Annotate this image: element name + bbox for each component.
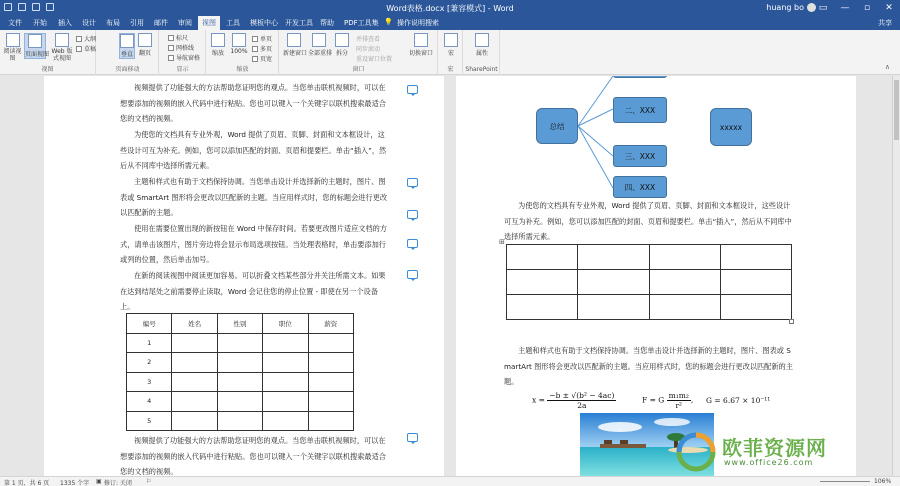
- table-header-cell[interactable]: 性别: [217, 314, 262, 334]
- new-window-button[interactable]: 新建窗口: [283, 33, 305, 57]
- table-cell[interactable]: 1: [127, 333, 172, 353]
- tab-review[interactable]: 审阅: [178, 19, 192, 27]
- table-cell[interactable]: [720, 270, 791, 295]
- mindmap-branch-node[interactable]: 二、XXX: [613, 97, 667, 123]
- sharepoint-group: [464, 30, 500, 75]
- zoom-100-button[interactable]: 100%: [230, 33, 248, 55]
- restore-button[interactable]: ▫: [863, 3, 871, 13]
- gravity-denominator: r²: [675, 401, 683, 410]
- ribbon-tabs: [0, 16, 900, 30]
- vertical-button[interactable]: 垂直: [119, 33, 135, 59]
- quadratic-denominator: 2a: [577, 401, 587, 410]
- table-row: [127, 411, 354, 431]
- table-cell[interactable]: [308, 372, 353, 392]
- right-page: [456, 76, 856, 476]
- tab-tools[interactable]: 工具: [226, 19, 240, 27]
- tab-file[interactable]: 文件: [8, 19, 22, 27]
- table-cell[interactable]: [649, 295, 720, 320]
- tell-me-search[interactable]: 操作说明搜索: [397, 19, 439, 27]
- table-cell[interactable]: [308, 353, 353, 373]
- tab-mailings[interactable]: 邮件: [154, 19, 168, 27]
- one-page-icon: [252, 36, 258, 42]
- window-group: [280, 30, 438, 75]
- table-header-cell[interactable]: 编号: [127, 314, 172, 334]
- share-button[interactable]: 共享: [878, 19, 892, 27]
- collapse-ribbon-icon[interactable]: ∧: [884, 63, 890, 71]
- watermark-url: www.office26.com: [724, 458, 814, 467]
- page-width-button[interactable]: 页宽: [252, 54, 272, 63]
- close-button[interactable]: ✕: [885, 3, 893, 13]
- table-cell[interactable]: [217, 353, 262, 373]
- comment-icon[interactable]: [407, 85, 418, 94]
- table-move-handle-icon[interactable]: ⊞: [499, 238, 505, 246]
- quadratic-numerator: −b ± √(b² − 4ac): [549, 391, 615, 400]
- tab-developer[interactable]: 开发工具: [285, 19, 313, 27]
- side-to-side-icon: [138, 33, 152, 47]
- show-group-label: 显示: [176, 66, 189, 73]
- right-paragraph-1[interactable]: 为使您的文档具有专业外观，Word 提供了页眉、页脚、封面和文本框设计，这些设计可互为补充。例如，您可以添加匹配的封面、页眉和提要栏。单击“插入”，然后从不同库中选择所需元素。: [504, 201, 792, 241]
- title-bar: [0, 0, 900, 16]
- tab-help[interactable]: 帮助: [320, 19, 334, 27]
- zoom-group-label: 缩放: [236, 66, 249, 73]
- macros-icon: [444, 33, 458, 47]
- left-paragraph-4[interactable]: 使用在需要位置出现的新按钮在 Word 中保存时间。若要更改图片适应文档的方式，请单击该图片，图片旁边将会显示布局选项按钮。当处理表格时，单击要添加行或列的位置，然后单击加号。: [120, 224, 388, 264]
- table-cell[interactable]: 3: [127, 372, 172, 392]
- zoom-100-icon: [232, 33, 246, 47]
- table-cell[interactable]: 2: [127, 353, 172, 373]
- table-cell[interactable]: [172, 411, 217, 431]
- table-row: [127, 392, 354, 412]
- lightbulb-icon: 💡: [384, 18, 393, 26]
- properties-button[interactable]: 属性: [473, 33, 491, 57]
- window-controls: [812, 0, 900, 16]
- web-layout-icon: [55, 33, 69, 47]
- quadratic-formula[interactable]: x = $\frac{\text{−b ± √(b² − 4ac)}}{2a}$: [532, 391, 615, 410]
- left-page: [44, 76, 444, 476]
- macro-group: [439, 30, 463, 75]
- vertical-scrollbar[interactable]: [892, 76, 900, 476]
- table-row: [127, 372, 354, 392]
- table-row: [507, 295, 792, 320]
- table-resize-handle[interactable]: [789, 319, 794, 324]
- tab-template-center[interactable]: 模板中心: [250, 19, 278, 27]
- right-paragraph-2[interactable]: 主题和样式也有助于文档保持协调。当您单击设计并选择新的主题时，图片、图表或 SmartArt 图形将会更改以匹配新的主题。当应用样式时，您的标题会进行更改以匹配新的主题。: [504, 346, 793, 386]
- tab-insert[interactable]: 插入: [58, 19, 72, 27]
- tab-home[interactable]: 开始: [33, 19, 47, 27]
- page-move-group-label: 页面移动: [115, 66, 140, 73]
- page-count[interactable]: 第 1 页，共 6 页: [4, 480, 50, 486]
- table-cell[interactable]: [263, 411, 308, 431]
- table-cell[interactable]: [172, 392, 217, 412]
- table-cell[interactable]: [578, 245, 649, 270]
- split-icon: [335, 33, 349, 47]
- table-cell[interactable]: [649, 245, 720, 270]
- tab-references[interactable]: 引用: [130, 19, 144, 27]
- comment-icon[interactable]: [407, 433, 418, 442]
- mindmap-branch-node[interactable]: 四、XXX: [613, 176, 667, 198]
- arrange-all-button[interactable]: 全部重排: [308, 33, 330, 57]
- print-layout-button[interactable]: 页面视图: [24, 33, 46, 59]
- gridlines-checkbox[interactable]: 网格线: [168, 43, 194, 52]
- view-group-label: 视图: [41, 66, 54, 73]
- left-paragraph-1[interactable]: 视频提供了功能强大的方法帮助您证明您的观点。当您单击联机视频时，可以在想要添加的视频的嵌入代码中进行粘贴。您也可以键入一个关键字以联机搜索最适合您的文档的视频。: [120, 83, 386, 123]
- read-mode-button[interactable]: 阅读视图: [3, 33, 22, 62]
- table-cell[interactable]: [172, 353, 217, 373]
- zoom-button[interactable]: 缩放: [210, 33, 226, 57]
- comment-icon[interactable]: [407, 210, 418, 219]
- table-cell[interactable]: [720, 295, 791, 320]
- left-paragraph-2[interactable]: 为使您的文档具有专业外观，Word 提供了页眉、页脚、封面和文本框设计，这些设计可互为补充。例如，您可以添加匹配的封面、页眉和提要栏。单击“插入”，然后从不同库中选择所需元素。: [120, 130, 387, 170]
- outline-button[interactable]: 大纲: [76, 34, 96, 43]
- table-cell[interactable]: [507, 270, 578, 295]
- web-layout-button[interactable]: Web 版式视图: [49, 33, 75, 62]
- comment-icon[interactable]: [407, 270, 418, 279]
- empty-table[interactable]: [506, 244, 792, 320]
- watermark-text: 欧菲资源网: [722, 436, 827, 460]
- nav-pane-checkbox[interactable]: 导航窗格: [168, 53, 200, 62]
- tab-design[interactable]: 设计: [82, 19, 96, 27]
- outline-icon: [76, 36, 82, 42]
- window-group-label: 窗口: [352, 66, 365, 73]
- track-changes-status[interactable]: 修订: 关闭: [104, 480, 132, 486]
- table-cell[interactable]: 5: [127, 411, 172, 431]
- table-cell[interactable]: 4: [127, 392, 172, 412]
- draft-button[interactable]: 草稿: [76, 44, 96, 53]
- split-button[interactable]: 拆分: [334, 33, 350, 57]
- multi-page-button[interactable]: 多页: [252, 44, 272, 53]
- zoom-level[interactable]: 106%: [874, 478, 892, 485]
- table-cell[interactable]: [720, 245, 791, 270]
- table-cell[interactable]: [308, 411, 353, 431]
- table-row: [507, 245, 792, 270]
- table-cell[interactable]: [263, 333, 308, 353]
- vertical-icon: [120, 34, 134, 48]
- side-to-side-button[interactable]: 翻页: [137, 33, 153, 57]
- document-title: Word表格.docx [兼容模式] - Word: [386, 4, 514, 13]
- accessibility-icon[interactable]: ⚐: [146, 478, 152, 485]
- table-cell[interactable]: [578, 295, 649, 320]
- minimize-button[interactable]: —: [840, 3, 850, 13]
- zoom-slider[interactable]: [820, 481, 870, 482]
- macro-group-label: 宏: [447, 66, 454, 73]
- table-cell[interactable]: [507, 295, 578, 320]
- table-cell[interactable]: [263, 392, 308, 412]
- table-cell[interactable]: [217, 411, 262, 431]
- sync-scroll-button[interactable]: 同步滚动: [356, 46, 381, 53]
- new-window-icon: [287, 33, 301, 47]
- multi-page-icon: [252, 46, 258, 52]
- comment-icon[interactable]: [407, 239, 418, 248]
- table-cell[interactable]: [507, 245, 578, 270]
- mindmap-branch-node[interactable]: 三、XXX: [613, 145, 667, 167]
- reset-window-position-button[interactable]: 重设窗口位置: [356, 56, 393, 63]
- tab-view[interactable]: 视图: [198, 16, 220, 30]
- table-cell[interactable]: [217, 392, 262, 412]
- table-row: [127, 333, 354, 353]
- switch-window-icon: [414, 33, 428, 47]
- table-header-cell[interactable]: 姓名: [172, 314, 217, 334]
- table-cell[interactable]: [217, 333, 262, 353]
- mindmap-summary-node[interactable]: 总结: [536, 108, 578, 144]
- proofing-icon[interactable]: ▣: [96, 478, 102, 485]
- read-mode-icon: [6, 33, 20, 47]
- magnifier-icon: [211, 33, 225, 47]
- gravity-numerator: m₁m₂: [668, 391, 689, 400]
- table-cell[interactable]: [172, 333, 217, 353]
- page-move-group: [97, 30, 159, 75]
- gravity-constant[interactable]: G = 6.67 × 10⁻¹¹: [706, 396, 771, 405]
- show-group: [160, 30, 206, 75]
- draft-icon: [76, 46, 82, 52]
- user-name[interactable]: huang bo: [766, 3, 804, 12]
- gravity-formula[interactable]: F = G $\frac{\text{m₁m₂}}{\text{r²}}$ ,: [642, 391, 694, 410]
- employee-table[interactable]: [126, 313, 354, 431]
- page-width-icon: [252, 56, 258, 62]
- ribbon: [0, 30, 900, 75]
- table-header-row: [127, 314, 354, 334]
- status-bar: [0, 476, 900, 486]
- properties-icon: [475, 33, 489, 47]
- switch-window-button[interactable]: 切换窗口: [408, 33, 434, 57]
- mindmap-node-top[interactable]: [613, 76, 667, 78]
- left-paragraph-5[interactable]: 在新的阅读视图中阅读更加容易。可以折叠文档某些部分并关注所需文本。如果在达到结尾处之前需要停止读取，Word 会记住您的停止位置 - 即使在另一个设备上。: [120, 271, 386, 311]
- table-header-cell[interactable]: 薪资: [308, 314, 353, 334]
- table-cell[interactable]: [263, 353, 308, 373]
- table-cell[interactable]: [308, 333, 353, 353]
- mindmap-right-node[interactable]: xxxxx: [710, 108, 752, 146]
- macros-button[interactable]: 宏: [443, 33, 459, 57]
- tab-pdf-tools[interactable]: PDF工具集: [344, 19, 379, 27]
- table-header-cell[interactable]: 职位: [263, 314, 308, 334]
- comment-icon[interactable]: [407, 178, 418, 187]
- watermark: [676, 430, 876, 476]
- document-area: [0, 76, 900, 476]
- tab-layout[interactable]: 布局: [106, 19, 120, 27]
- left-paragraph-6[interactable]: 视频提供了功能强大的方法帮助您证明您的观点。当您单击联机视频时，可以在想要添加的视频的嵌入代码中进行粘贴。您也可以键入一个关键字以联机搜索最适合您的文档的视频。: [120, 436, 386, 476]
- table-cell[interactable]: [172, 372, 217, 392]
- table-cell[interactable]: [649, 270, 720, 295]
- scrollbar-thumb[interactable]: [894, 80, 899, 140]
- print-layout-icon: [28, 34, 42, 48]
- side-by-side-button[interactable]: 并排查看: [356, 36, 381, 43]
- one-page-button[interactable]: 单页: [252, 34, 272, 43]
- ruler-checkbox[interactable]: 标尺: [168, 33, 188, 42]
- table-cell[interactable]: [578, 270, 649, 295]
- view-group: [0, 30, 96, 75]
- word-count[interactable]: 1335 个字: [60, 480, 90, 486]
- table-cell[interactable]: [263, 372, 308, 392]
- table-row: [127, 353, 354, 373]
- table-cell[interactable]: [308, 392, 353, 412]
- sharepoint-group-label: SharePoint: [465, 66, 498, 73]
- left-paragraph-3[interactable]: 主题和样式也有助于文档保持协调。当您单击设计并选择新的主题时，图片、图表或 SmartArt 图形将会更改以匹配新的主题。当应用样式时，您的标题会进行更改以匹配新的主题。: [120, 177, 388, 217]
- table-cell[interactable]: [217, 372, 262, 392]
- arrange-all-icon: [312, 33, 326, 47]
- table-row: [507, 270, 792, 295]
- watermark-logo: [676, 432, 716, 472]
- ribbon-display-icon[interactable]: ▭: [818, 3, 828, 13]
- zoom-group: [207, 30, 279, 75]
